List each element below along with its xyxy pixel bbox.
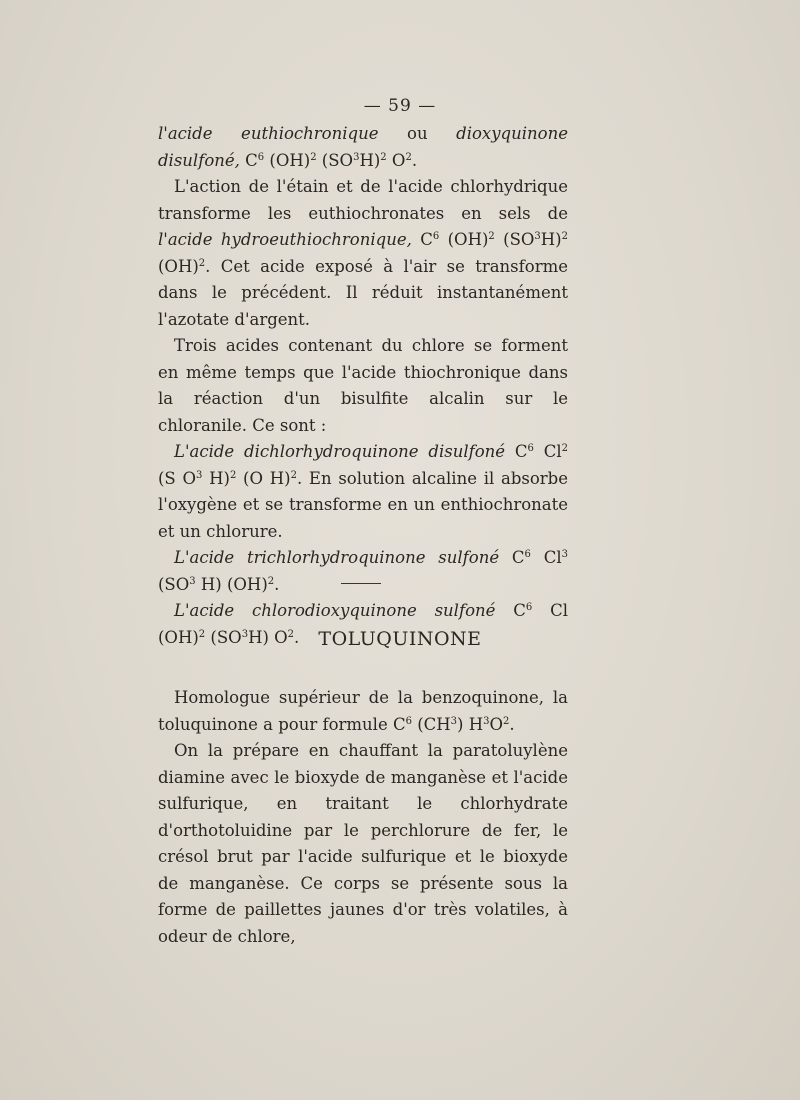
section-divider xyxy=(341,583,381,584)
paragraph: L'acide chlorodioxyquinone sulfoné $C^6$ Cl (OH)$^2$ $(SO^3H)$ $O^2$. xyxy=(158,601,568,647)
text-block-bottom xyxy=(158,685,568,950)
text-block-top xyxy=(158,121,568,651)
paragraph: L'acide dichlorhydroquinone disulfoné $C^6$ Cl$^2$ (S $O^3$ H)$^2$ (O H)$^2$. En solution alcaline il absorbe l'oxygène et se transforme en un enthiochronate et un chlorure. xyxy=(158,442,569,541)
section-heading: TOLUQUINONE xyxy=(318,628,482,650)
paragraph: Homologue supérieur de la benzoquinone, la toluquinone a pour formule $C^6$ $(CH^3)$ $H^3O^2$. xyxy=(158,688,568,734)
paragraph: l'acide euthiochronique ou dioxyquinone disulfoné, $C^6$ (OH)$^2$ $(SO^3H)^2$ $O^2$. xyxy=(158,124,568,170)
paragraph: Trois acides contenant du chlore se forment en même temps que l'acide thiochronique dans la réaction d'un bisulfite alcalin sur le chloranile. Ce sont : xyxy=(158,336,568,435)
page-number: — 59 — xyxy=(363,96,437,116)
paragraph: L'acide trichlorhydroquinone sulfoné $C^6$ Cl$^3$ ($SO^3$ H) (OH)$^2$. xyxy=(158,548,569,594)
paragraph: On la prépare en chauffant la paratoluylène diamine avec le bioxyde de manganèse et l'acide sulfurique, en traitant le chlorhydrate d'orthotoluidine par le perchlorure de fer, le crésol brut par l'acide sulfurique et le bioxyde de manganèse. Ce corps se présente sous la forme de paillettes jaunes d'or très volatiles, à odeur de chlore, xyxy=(158,741,568,946)
paragraph: L'action de l'étain et de l'acide chlorhydrique transforme les euthiochronates en sels de l'acide hydroeuthiochronique, $C^6$ (OH)$^2$ $(SO^3H)^2$ (OH)$^2$. Cet acide exposé à l'air se transforme dans le précédent. Il réduit instantanément l'azotate d'argent. xyxy=(158,177,568,329)
